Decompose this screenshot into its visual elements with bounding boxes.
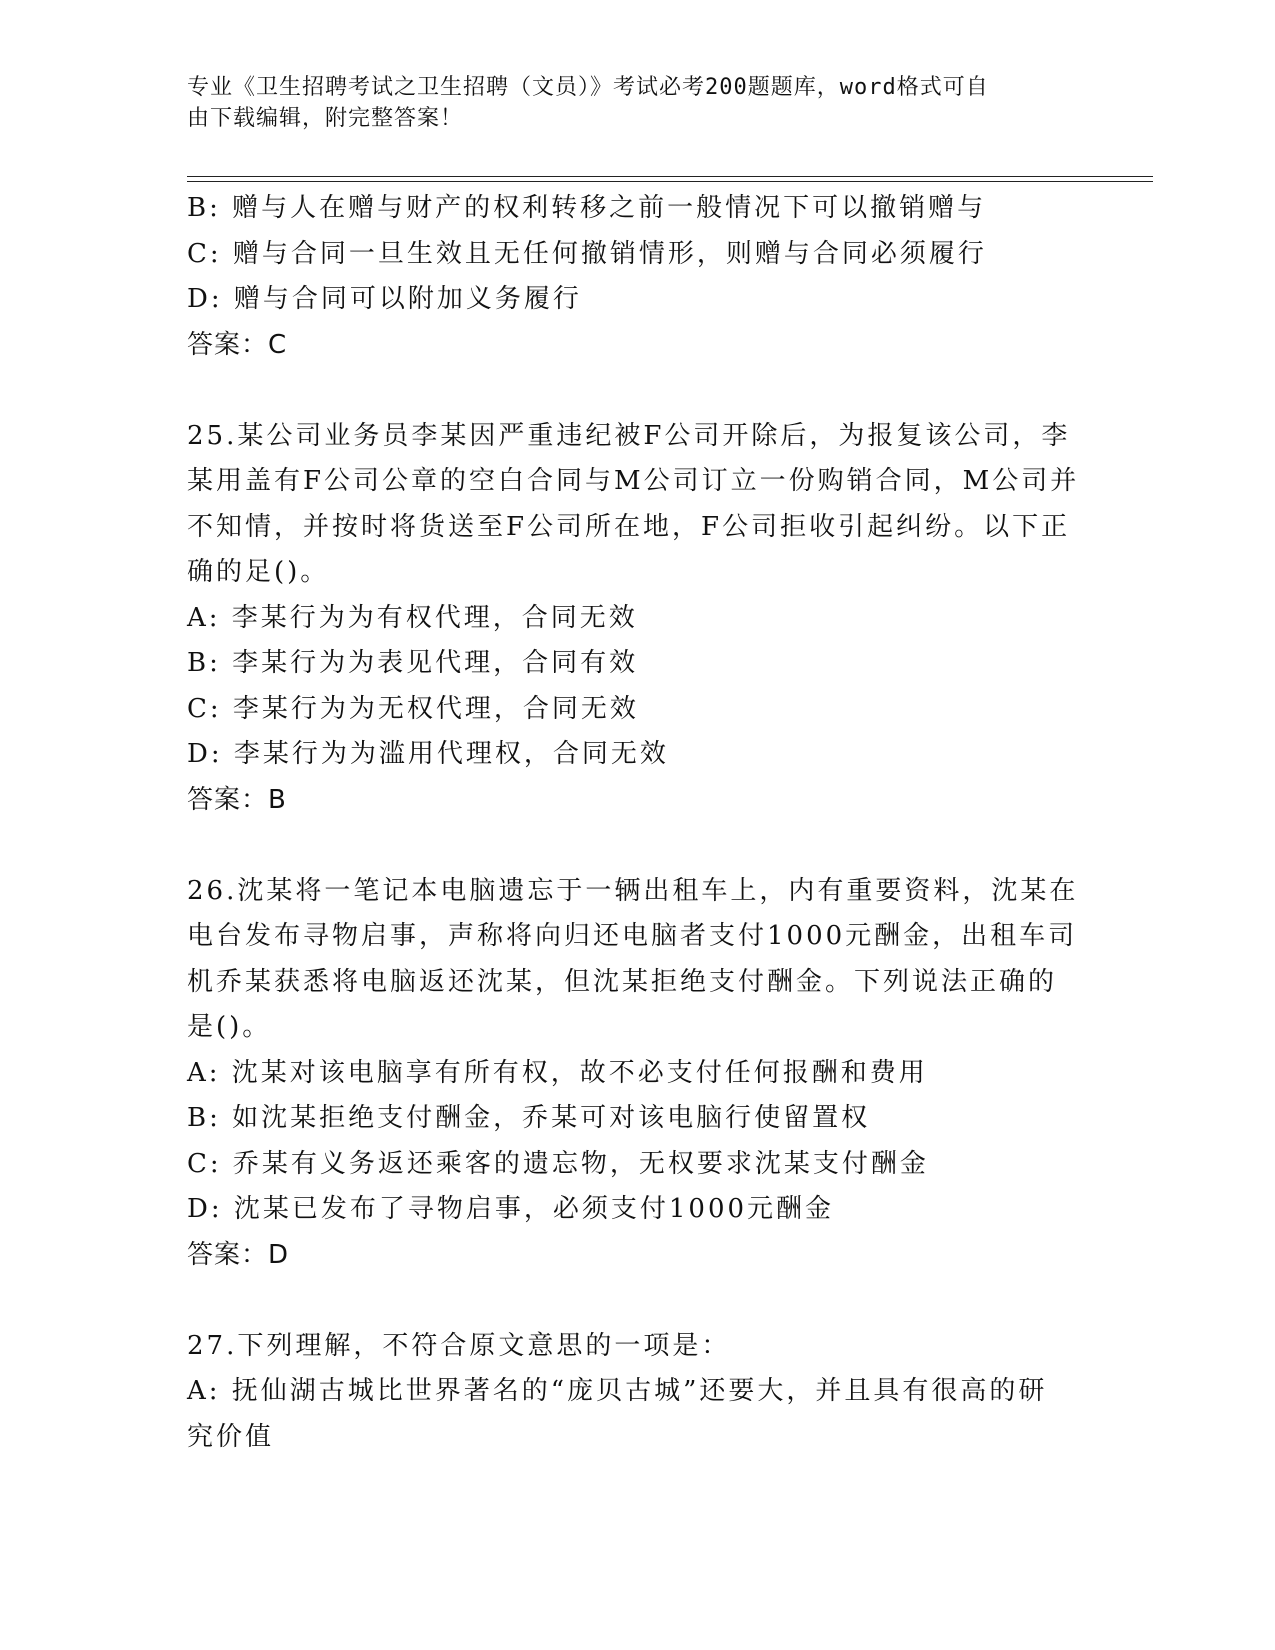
- question-stem-line: 25.某公司业务员李某因严重违纪被F公司开除后，为报复该公司，李: [187, 420, 1071, 451]
- option-c: C: 赠与合同一旦生效且无任何撤销情形，则赠与合同必须履行: [187, 238, 987, 269]
- question-stem-line: 电台发布寻物启事，声称将向归还电脑者支付1000元酬金，出租车司: [187, 921, 1078, 951]
- question-25: [187, 414, 1087, 824]
- header-divider-top: [187, 176, 1153, 177]
- question-24-tail: [187, 186, 1087, 368]
- header-line-1: 专业《卫生招聘考试之卫生招聘（文员）》考试必考200题题库，word格式可自: [187, 75, 989, 100]
- question-list: [187, 186, 1087, 1460]
- header-line-2: 由下载编辑，附完整答案！: [187, 106, 464, 131]
- question-27: [187, 1324, 1087, 1461]
- question-stem-line: 某用盖有F公司公章的空白合同与M公司订立一份购销合同，M公司并: [187, 466, 1080, 496]
- question-26: [187, 869, 1087, 1279]
- question-stem-line: 机乔某获悉将电脑返还沈某，但沈某拒绝支付酬金。下列说法正确的: [187, 966, 1058, 997]
- option-d: D: 赠与合同可以附加义务履行: [187, 284, 582, 314]
- document-header: [187, 72, 1087, 134]
- option-b: B: 如沈某拒绝支付酬金，乔某可对该电脑行使留置权: [187, 1103, 871, 1133]
- option-a-continued: 究价值: [187, 1421, 275, 1452]
- option-c: C: 李某行为为无权代理，合同无效: [187, 693, 639, 724]
- question-stem-line: 27.下列理解，不符合原文意思的一项是：: [187, 1330, 731, 1361]
- option-b: B: 李某行为为表见代理，合同有效: [187, 648, 639, 678]
- option-d: D: 李某行为为滥用代理权，合同无效: [187, 739, 669, 769]
- option-c: C: 乔某有义务返还乘客的遗忘物，无权要求沈某支付酬金: [187, 1148, 929, 1179]
- option-a: A: 李某行为为有权代理，合同无效: [187, 602, 638, 633]
- header-divider-bottom: [187, 181, 1153, 182]
- answer: 答案：D: [187, 1239, 290, 1270]
- question-stem-line: 26.沈某将一笔记本电脑遗忘于一辆出租车上，内有重要资料，沈某在: [187, 875, 1079, 906]
- option-a: A: 沈某对该电脑享有所有权，故不必支付任何报酬和费用: [187, 1057, 928, 1088]
- option-a: A: 抚仙湖古城比世界著名的“庞贝古城”还要大，并且具有很高的研: [187, 1376, 1048, 1406]
- question-stem-line: 是()。: [187, 1012, 272, 1042]
- answer: 答案：C: [187, 329, 288, 360]
- option-b: B: 赠与人在赠与财产的权利转移之前一般情况下可以撤销赠与: [187, 193, 987, 223]
- answer: 答案：B: [187, 784, 287, 815]
- question-stem-line: 不知情，并按时将货送至F公司所在地，F公司拒收引起纠纷。以下正: [187, 511, 1071, 542]
- question-stem-line: 确的足()。: [187, 557, 330, 587]
- option-d: D: 沈某已发布了寻物启事，必须支付1000元酬金: [187, 1194, 835, 1224]
